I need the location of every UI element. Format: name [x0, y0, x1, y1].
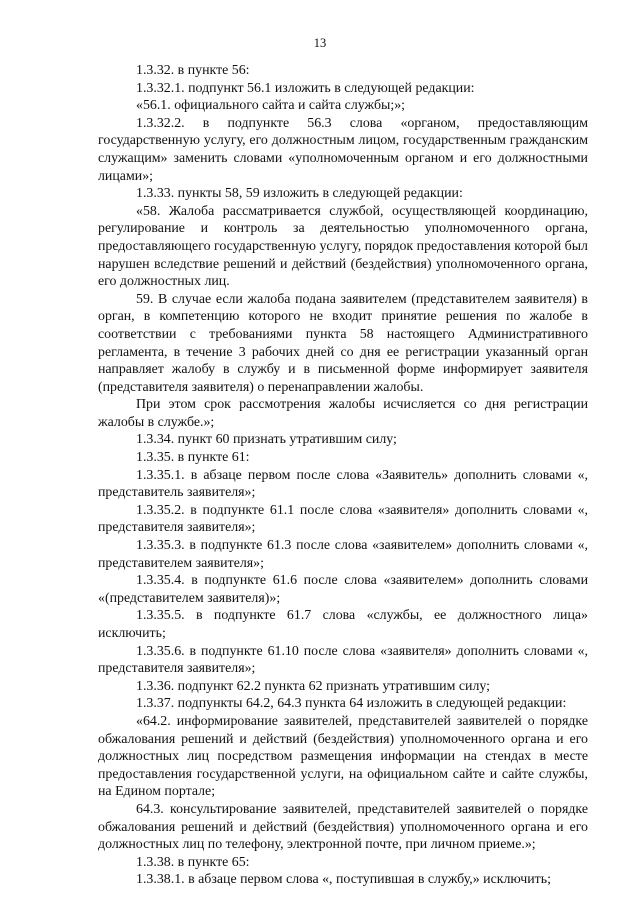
paragraph: 1.3.38.1. в абзаце первом слова «, поступившая в службу,» исключить;	[136, 872, 551, 888]
paragraph: 1.3.35. в пункте 61:	[136, 450, 250, 466]
document-body	[98, 62, 588, 889]
paragraph: 1.3.36. подпункт 62.2 пункта 62 признать утратившим силу;	[136, 678, 490, 694]
paragraph: 59. В случае если жалоба подана заявителем (представителем заявителя) в орган, в компетенцию которого не входит принятие решения по жалобе в соответствии с требованиями пункта 58 настоящего Административного регламента, в течение 3 рабочих дней со дня ее регистрации указанный орган направляет жалобу в службу и в письменной форме информирует заявителя (представителя заявителя) о перенаправлении жалобы.	[98, 291, 588, 395]
paragraph: 1.3.32. в пункте 56:	[136, 63, 250, 78]
paragraph: 1.3.38. в пункте 65:	[136, 854, 250, 870]
page-number: 13	[313, 36, 327, 50]
paragraph: 1.3.35.6. в подпункте 61.10 после слова «заявителя» дополнить словами «, представителя заявителя»;	[98, 643, 588, 677]
paragraph: 64.3. консультирование заявителей, представителей заявителей о порядке обжалования решений и действий (бездействия) уполномоченного органа и его должностных лиц по телефону, электронной почте, при личном приеме.»;	[98, 801, 588, 853]
paragraph: 1.3.35.2. в подпункте 61.1 после слова «заявителя» дополнить словами «, представителя заявителя»;	[98, 502, 588, 536]
paragraph: «56.1. официального сайта и сайта службы;»;	[136, 98, 406, 114]
paragraph: 1.3.34. пункт 60 признать утратившим силу;	[136, 432, 397, 448]
paragraph: 1.3.32.1. подпункт 56.1 изложить в следующей редакции:	[136, 80, 475, 96]
paragraph: 1.3.35.1. в абзаце первом после слова «Заявитель» дополнить словами «, представитель заявителя»;	[98, 467, 588, 501]
paragraph: 1.3.35.4. в подпункте 61.6 после слова «заявителем» дополнить словами «(представителем заявителя)»;	[98, 573, 588, 606]
paragraph: При этом срок рассмотрения жалобы исчисляется со дня регистрации жалобы в службе.»;	[98, 397, 588, 430]
paragraph: «64.2. информирование заявителей, представителей заявителей о порядке обжалования решений и действий (бездействия) уполномоченного органа и его должностных лиц посредством размещения информации на стендах в месте предоставления государственной услуги, на официальном сайте и сайте службы, на Едином портале;	[98, 713, 588, 800]
paragraph: 1.3.33. пункты 58, 59 изложить в следующей редакции:	[136, 186, 463, 202]
paragraph: 1.3.37. подпункты 64.2, 64.3 пункта 64 изложить в следующей редакции:	[136, 696, 567, 712]
paragraph: 1.3.35.5. в подпункте 61.7 слова «службы, ее должностного лица» исключить;	[98, 608, 588, 641]
paragraph: «58. Жалоба рассматривается службой, осуществляющей координацию, регулирование и контроль за деятельностью уполномоченного органа, предоставляющего государственную услугу, порядок предоставления которой был нарушен вследствие решений и действий (бездействия) уполномоченного органа, его должностных лиц.	[98, 203, 588, 290]
paragraph: 1.3.35.3. в подпункте 61.3 после слова «заявителем» дополнить словами «, представителем заявителя»;	[98, 538, 588, 571]
paragraph: 1.3.32.2. в подпункте 56.3 слова «органом, предоставляющим государственную услугу, его должностным лицом, государственным гражданским служащим» заменить словами «уполномоченным органом и его должностными лицами»;	[98, 115, 588, 184]
